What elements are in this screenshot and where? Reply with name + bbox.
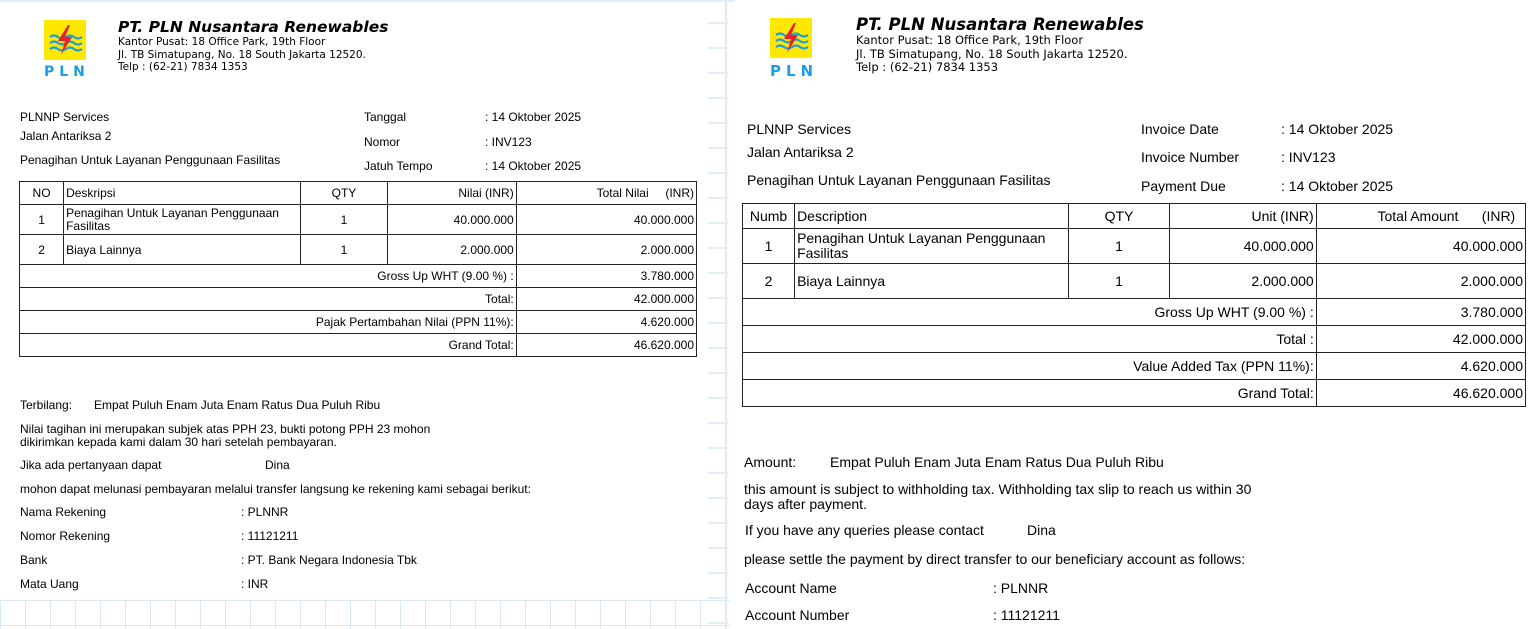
row-description: Biaya Lainnya [795,264,1069,299]
gutter-tick [708,522,728,524]
pln-logo [44,20,90,80]
contact-label: Jika ada pertanyaan dapat [20,458,162,472]
header-unit: Unit (INR) [1169,204,1316,229]
gutter-tick [708,372,728,374]
customer-address: Jalan Antariksa 2 [747,144,854,160]
summary-row-wht [743,299,1526,326]
company-address-1: Kantor Pusat: 18 Office Park, 19th Floor [118,36,326,48]
gutter-tick [708,547,728,549]
summary-row-grand-total [743,380,1526,407]
customer-name: PLNNP Services [747,121,852,137]
invoice-subject: Penagihan Untuk Layanan Penggunaan Fasilitas [20,153,281,167]
gutter-tick [708,422,728,424]
meta-label-number: Invoice Number [1141,149,1240,165]
header-no: NO [20,182,64,205]
gutter-tick [708,147,728,149]
summary-row-total [20,288,697,311]
bank-value-account-name: : PLNNR [993,580,1049,596]
gutter-tick [708,622,728,624]
summary-label: Grand Total: [20,334,517,357]
header-unit: Nilai (INR) [387,182,516,205]
tax-note-line1: Nilai tagihan ini merupakan subjek atas PPH 23, bukti potong PPH 23 mohon [20,422,431,436]
gutter-tick [708,272,728,274]
pln-logo-mark [770,18,812,58]
row-no: 2 [743,264,795,299]
summary-value: 46.620.000 [1316,380,1525,407]
gutter-tick [708,347,728,349]
pln-logo-text: PLN [770,62,819,80]
meta-label-due: Payment Due [1141,178,1226,194]
meta-value-due: : 14 Oktober 2025 [485,159,582,173]
row-no: 1 [20,205,64,235]
payment-instruction: mohon dapat melunasi pembayaran melalui transfer langsung ke rekening kami sebagai berikut: [20,482,531,496]
header-no: Numb [743,204,795,229]
summary-label: Total: [20,288,517,311]
row-qty: 1 [1069,264,1169,299]
row-total: 2.000.000 [516,235,696,265]
table-header-row [743,204,1526,229]
gutter-tick [708,22,728,24]
contact-label: If you have any queries please contact [745,522,984,538]
meta-label-date: Invoice Date [1141,121,1219,137]
summary-value: 4.620.000 [1316,353,1525,380]
company-header [118,18,388,74]
meta-value-due: : 14 Oktober 2025 [1281,178,1394,194]
meta-value-number: : INV123 [485,135,532,149]
meta-value-date: : 14 Oktober 2025 [1281,121,1394,137]
gutter-tick [708,172,728,174]
invoice-page-indonesian [0,0,700,600]
header-total-currency: (INR) [665,186,694,200]
line-items-table [19,181,697,357]
company-address-2: Jl. TB Simatupang, No. 18 South Jakarta 12520. [856,46,1128,61]
header-total [516,182,696,205]
pln-logo [770,18,819,80]
bank-value-account-name: : PLNNR [241,505,289,519]
contact-name: Dina [1027,522,1056,538]
summary-row-total [743,326,1526,353]
summary-value: 42.000.000 [516,288,696,311]
row-description: Biaya Lainnya [64,235,301,265]
header-total [1316,204,1525,229]
summary-label: Total : [743,326,1317,353]
amount-in-words: Empat Puluh Enam Juta Enam Ratus Dua Puluh Ribu [94,398,381,412]
company-address-2: Jl. TB Simatupang, No. 18 South Jakarta 12520. [118,48,366,61]
header-total-currency: (INR) [1481,208,1516,224]
customer-address: Jalan Antariksa 2 [20,129,112,143]
gutter-tick [708,397,728,399]
gutter-tick [708,572,728,574]
header-total-label: Total Amount [1377,208,1459,224]
grid-backdrop [0,600,730,629]
header-description: Deskripsi [64,182,301,205]
bank-value-account-number: : 11121211 [993,607,1060,623]
invoice-subject: Penagihan Untuk Layanan Penggunaan Fasilitas [747,172,1051,188]
summary-label: Pajak Pertambahan Nilai (PPN 11%): [20,311,517,334]
row-qty: 1 [301,205,387,235]
row-total: 40.000.000 [1316,229,1525,264]
row-total: 2.000.000 [1316,264,1525,299]
tax-note-line2: days after payment. [744,496,867,512]
summary-value: 42.000.000 [1316,326,1525,353]
pln-logo-text: PLN [44,64,90,80]
amount-in-words: Empat Puluh Enam Juta Enam Ratus Dua Puluh Ribu [830,454,1164,470]
bank-value-account-number: : 11121211 [241,529,299,543]
gutter-line [725,0,727,629]
company-name: PT. PLN Nusantara Renewables [856,15,1144,34]
gutter-tick [708,497,728,499]
gutter-tick [708,72,728,74]
header-qty: QTY [301,182,387,205]
bank-label-account-number: Account Number [745,607,850,623]
bank-label-currency: Mata Uang [20,577,79,591]
gutter-tick [708,247,728,249]
header-total-label: Total Nilai [596,186,649,200]
contact-name: Dina [265,458,290,472]
amount-label: Terbilang: [20,398,73,412]
meta-value-date: : 14 Oktober 2025 [485,110,582,124]
row-unit: 2.000.000 [387,235,516,265]
summary-label: Grand Total: [743,380,1317,407]
invoice-page-english [736,0,1530,629]
summary-value: 4.620.000 [516,311,696,334]
payment-instruction: please settle the payment by direct transfer to our beneficiary account as follows: [744,551,1246,567]
summary-label: Gross Up WHT (9.00 %) : [20,265,517,288]
pln-logo-mark [44,20,86,60]
row-qty: 1 [1069,229,1169,264]
row-description: Penagihan Untuk Layanan Penggunaan Fasilitas [64,205,301,235]
gutter-tick [708,472,728,474]
company-phone: Telp : (62-21) 7834 1353 [118,61,248,73]
gutter-tick [708,322,728,324]
summary-row-wht [20,265,697,288]
bank-label-account-number: Nomor Rekening [20,529,111,543]
row-unit: 40.000.000 [1169,229,1316,264]
company-address-1: Kantor Pusat: 18 Office Park, 19th Floor [856,33,1084,47]
table-row [20,235,697,265]
summary-label: Gross Up WHT (9.00 %) : [743,299,1317,326]
summary-row-grand-total [20,334,697,357]
gutter-tick [708,97,728,99]
summary-value: 3.780.000 [516,265,696,288]
gutter-tick [708,297,728,299]
meta-label-date: Tanggal [364,110,407,124]
row-unit: 2.000.000 [1169,264,1316,299]
table-row [20,205,697,235]
company-name: PT. PLN Nusantara Renewables [118,18,389,36]
bank-label-account-name: Nama Rekening [20,505,107,519]
row-qty: 1 [301,235,387,265]
lightning-waves-icon [44,20,86,60]
lightning-waves-icon [770,18,812,58]
row-unit: 40.000.000 [387,205,516,235]
company-header [856,15,1144,75]
customer-name: PLNNP Services [20,110,110,124]
gutter-tick [708,597,728,599]
header-qty: QTY [1069,204,1169,229]
tax-note-line2: dikirimkan kepada kami dalam 30 hari setelah pembayaran. [20,435,337,449]
bank-value-currency: : INR [241,577,269,591]
tax-note-line1: this amount is subject to withholding tax. Withholding tax slip to reach us within 30 [744,481,1252,497]
gutter-tick [708,122,728,124]
meta-label-number: Nomor [364,135,401,149]
header-description: Description [795,204,1069,229]
row-no: 1 [743,229,795,264]
summary-label: Value Added Tax (PPN 11%): [743,353,1317,380]
gutter-tick [708,197,728,199]
bank-label-bank: Bank [20,553,48,567]
gutter-tick [708,222,728,224]
meta-label-due: Jatuh Tempo [364,159,433,173]
summary-row-vat [20,311,697,334]
table-header-row [20,182,697,205]
gutter-tick [708,47,728,49]
table-row [743,229,1526,264]
row-total: 40.000.000 [516,205,696,235]
summary-value: 46.620.000 [516,334,696,357]
row-no: 2 [20,235,64,265]
meta-value-number: : INV123 [1281,149,1336,165]
row-description: Penagihan Untuk Layanan Penggunaan Fasilitas [795,229,1069,264]
table-row [743,264,1526,299]
line-items-table [742,203,1526,407]
page-gutter [700,0,736,629]
summary-value: 3.780.000 [1316,299,1525,326]
amount-label: Amount: [744,454,797,470]
bank-label-account-name: Account Name [745,580,837,596]
company-phone: Telp : (62-21) 7834 1353 [856,60,999,74]
bank-value-bank: : PT. Bank Negara Indonesia Tbk [241,553,417,567]
summary-row-vat [743,353,1526,380]
gutter-tick [708,447,728,449]
